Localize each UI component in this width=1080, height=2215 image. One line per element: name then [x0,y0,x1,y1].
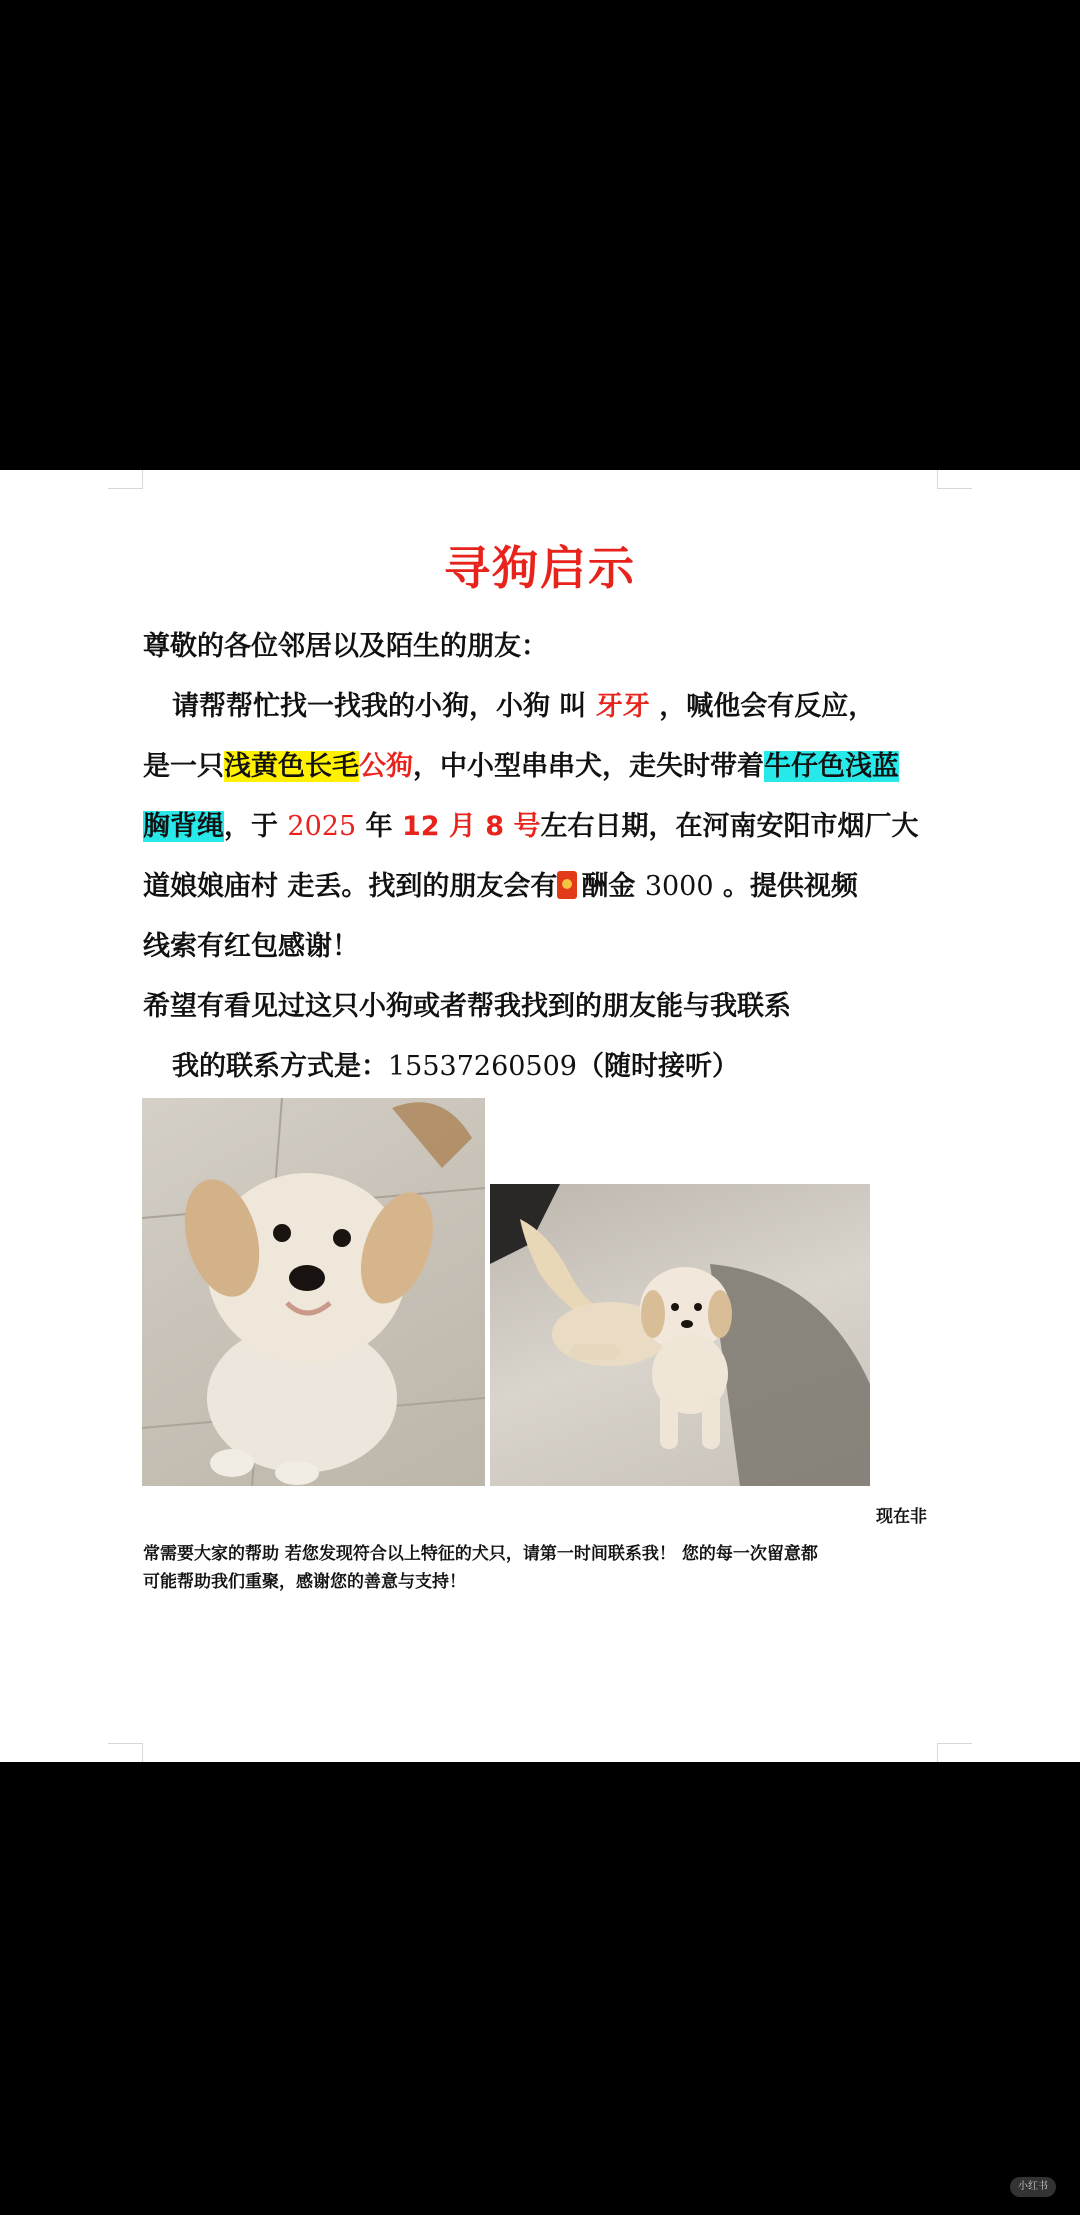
lost-dog-poster [0,470,1080,1762]
reward-amount: 3000 [644,871,714,902]
paragraph-line-1: 请帮帮忙找一找我的小狗，小狗 叫 牙牙 ，喊他会有反应， [172,691,876,722]
paragraph-line-3: 胸背绳，于 2025 年 12 月 8 号左右日期，在河南安阳市烟厂大 [143,811,919,842]
paragraph-line-5: 线索有红包感谢！ [143,931,359,962]
harness-highlight-2: 胸背绳 [143,811,224,842]
paragraph-line-6: 希望有看见过这只小狗或者帮我找到的朋友能与我联系 [143,991,791,1022]
red-envelope-icon [557,871,577,899]
paragraph-line-2: 是一只浅黄色长毛公狗，中小型串串犬，走失时带着牛仔色浅蓝 [143,751,899,782]
lost-year: 2025 [287,811,357,842]
note-text-tail: 现在非 [876,1507,927,1527]
page-corner-mark [108,1743,143,1762]
dog-lying-photo [490,1184,870,1486]
page-corner-mark [937,1743,972,1762]
harness-highlight: 牛仔色浅蓝 [764,751,899,782]
lost-date: 12 月 8 号 [401,811,541,842]
contact-line: 我的联系方式是：15537260509（随时接听） [172,1051,739,1082]
note-line-2: 可能帮助我们重聚，感谢您的善意与支持！ [143,1572,466,1592]
dog-closeup-photo [142,1098,485,1486]
dog-name: 牙牙 [595,691,650,722]
app-watermark-badge: 小红书 [1010,2177,1056,2197]
gender-text: 公狗 [359,751,413,782]
note-line-1: 常需要大家的帮助 若您发现符合以上特征的犬只，请第一时间联系我！ 您的每一次留意都 [143,1544,818,1564]
phone-number: 15537260509 [388,1051,577,1082]
color-highlight: 浅黄色长毛 [224,751,359,782]
page-corner-mark [937,470,972,489]
page-corner-mark [108,470,143,489]
greeting: 尊敬的各位邻居以及陌生的朋友： [143,631,548,662]
poster-title: 寻狗启示 [444,541,636,595]
paragraph-line-4: 道娘娘庙村 走丢。找到的朋友会有 酬金 3000 。提供视频 [143,871,858,902]
